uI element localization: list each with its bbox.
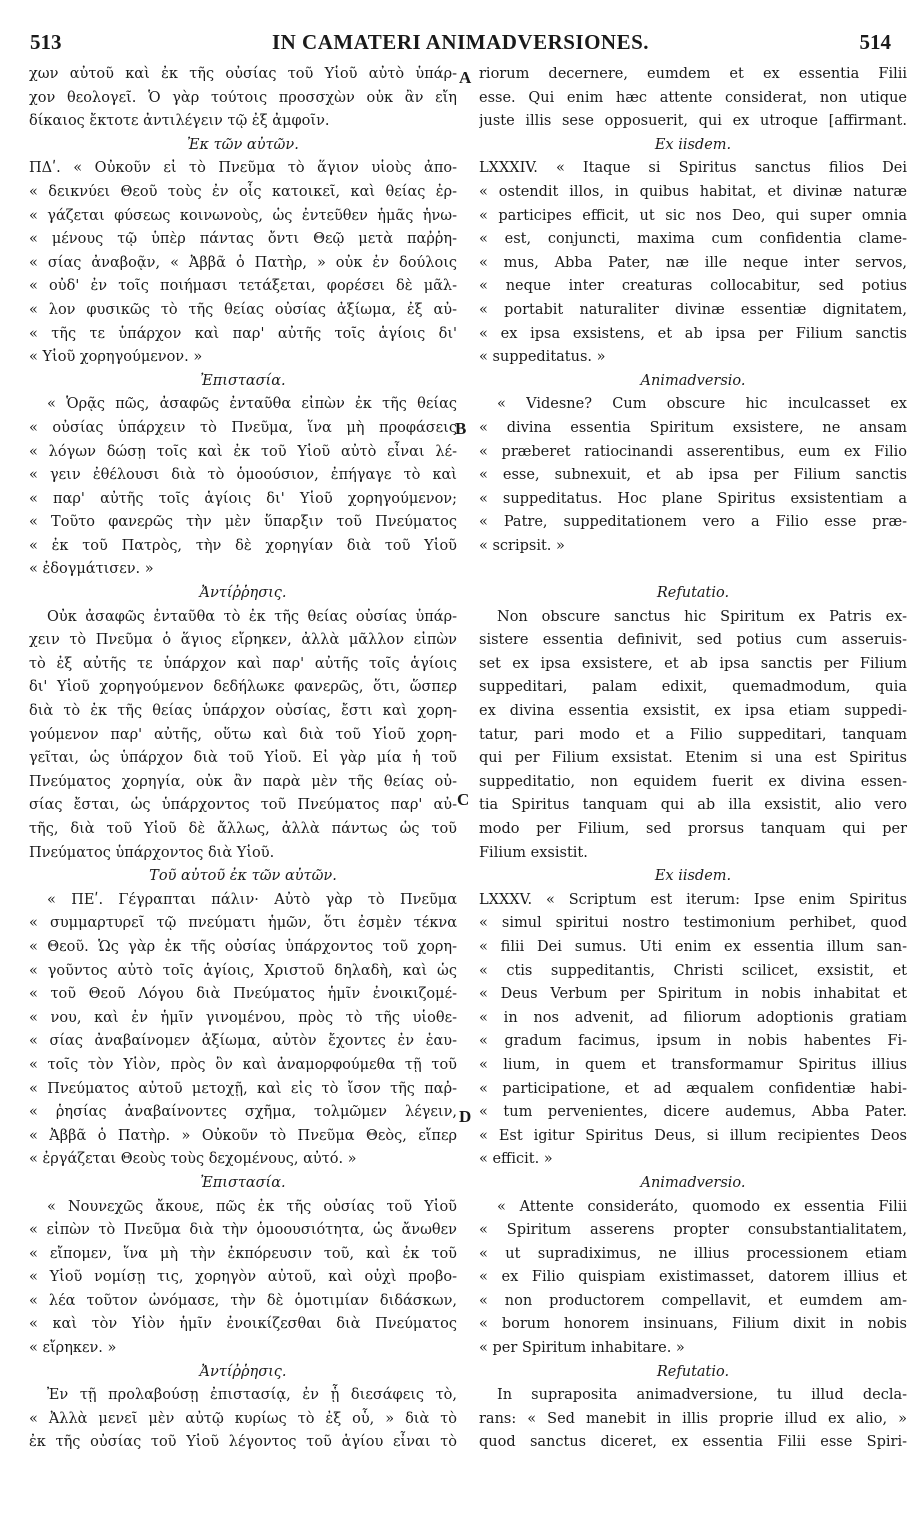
greek-text-line: « μένους τῷ ὑπὲρ πάντας ὄντι Θεῷ μετὰ παῤῥη- [29,231,457,248]
greek-text-line: Πνεύματος χορηγία, οὐκ ἂν παρὰ μὲν τῆς θείας οὐ- [29,773,457,790]
latin-text-line: « ut supradiximus, ne illius processionem etiam [479,1245,907,1262]
latin-column [479,63,907,1455]
greek-section-heading: Ἀντίῤῥησις. [199,1363,287,1380]
latin-text-line: « suppeditatus. » [479,349,606,366]
latin-text-line: suppeditatio, non equidem fuerit ex divina essen- [479,773,907,790]
greek-text-line: Πνεύματος ὑπάρχοντος διὰ Υἱοῦ. [29,844,275,861]
latin-text-line: « per Spiritum inhabitare. » [479,1340,685,1357]
greek-text-line: « ἐκ τοῦ Πατρὸς, τὴν δὲ χορηγίαν διὰ τοῦ Υἱοῦ [29,537,457,554]
greek-text-line: « συμμαρτυρεῖ τῷ πνεύματι ἡμῶν, ὅτι ἐσμὲν τέκνα [29,915,457,932]
greek-text-line: ἐκ τῆς οὐσίας τοῦ Υἱοῦ λέγοντος τοῦ ἁγίου εἶναι τὸ [29,1434,457,1451]
greek-text-line: « τῆς τε ὑπάρχον καὶ παρ' αὐτῆς τοῖς ἁγίοις δι' [29,325,457,342]
greek-text-line: « σίας ἀναβοᾷν, « Ἀββᾶ ὁ Πατὴρ, » οὐκ ἐν δούλοις [29,254,457,271]
latin-text-line: tatur, pari modo et a Filio suppeditari, tanquam [479,726,907,743]
greek-section-heading: Ἐκ τῶν αὐτῶν. [187,136,299,153]
latin-text-line: esse. Qui enim hæc attente considerat, non utique [479,89,907,106]
greek-text-line: « Ὁρᾷς πῶς, ἀσαφῶς ἐνταῦθα εἰπὼν ἐκ τῆς θείας [47,396,457,413]
greek-text-line: « εἰπὼν τὸ Πνεῦμα διὰ τὴν ὁμοουσιότητα, ὡς ἄνωθεν [29,1222,457,1239]
greek-text-line: τὸ ἐξ αὐτῆς τε ὑπάρχον καὶ παρ' αὐτῆς τοῖς ἁγίοις [29,655,457,672]
greek-text-line: « ΠΕʹ. Γέγραπται πάλιν· Αὐτὸ γὰρ τὸ Πνεῦμα [47,891,457,908]
greek-text-line: « εἴπομεν, ἵνα μὴ τὴν ἐκπόρευσιν τοῦ, καὶ ἐκ τοῦ [29,1245,457,1262]
greek-section-heading: Ἀντίῤῥησις. [199,585,287,602]
latin-text-line: « non productorem compellavit, et eumdem am- [479,1292,907,1309]
latin-text-line: « Attente consideráto, quomodo ex essentia Filii [497,1198,907,1215]
latin-text-line: juste illis sese opposuerit, qui ex utroque [affirmant. [479,113,907,130]
latin-text-line: « participes efficit, ut sic nos Deo, qui super omnia [479,207,907,224]
latin-text-line: « tum pervenientes, dicere audemus, Abba Pater. [479,1104,907,1121]
greek-text-line: « γειν ἐθέλουσι διὰ τὸ ὁμοούσιον, ἐπήγαγε τὸ καὶ [29,467,457,484]
latin-section-heading: Animadversio. [640,1174,746,1191]
latin-section-heading: Refutatio. [656,1363,730,1380]
latin-text-line: ex divina essentia exsistit, ex ipsa etiam suppedi- [479,703,907,720]
greek-text-line: « νου, καὶ ἐν ἡμῖν γινομένου, πρὸς τὸ τῆς υἱοθε- [29,1009,457,1026]
greek-section-heading: Τοῦ αὐτοῦ ἐκ τῶν αὐτῶν. [149,868,337,885]
greek-text-line: « δεικνύει Θεοῦ τοὺς ἐν οἷς κατοικεῖ, καὶ θείας ἐρ- [29,183,457,200]
greek-text-line: « Πνεύματος αὐτοῦ μετοχῇ, καὶ εἰς τὸ ἴσον τῆς παῤ- [29,1080,457,1097]
latin-section-heading: Refutatio. [656,585,730,602]
greek-section-heading: Ἐπιστασία. [200,1174,286,1191]
greek-text-line: « ῥησίας ἀναβαίνοντες σχῆμα, τολμῶμεν λέγειν, [29,1104,457,1121]
latin-text-line: « præberet ratiocinandi asserentibus, eum ex Filio [479,443,907,460]
margin-letter-a: A [459,68,472,87]
greek-text-line: « Ἀλλὰ μενεῖ μὲν αὐτῷ κυρίως τὸ ἐξ οὗ, » διὰ τὸ [29,1410,457,1427]
latin-text-line: « divina essentia Spiritum exsistere, ne ansam [479,419,907,436]
greek-text-line: « οὐδ' ἐν τοῖς ποιήμασι τετάξεται, φορέσει δὲ μᾶλ- [29,278,457,295]
latin-text-line: « in nos advenit, ad filiorum adoptionis gratiam [479,1009,907,1026]
greek-text-line: δι' Υἱοῦ χορηγούμενον δεδήλωκε φανερῶς, ὅτι, ὥσπερ [29,679,457,696]
greek-text-line: χων αὐτοῦ καὶ ἐκ τῆς οὐσίας τοῦ Υἱοῦ αὐτὸ ὑπάρ- [29,66,457,82]
greek-text-line: « Τοῦτο φανερῶς τὴν μὲν ὕπαρξιν τοῦ Πνεύματος [29,514,457,531]
running-title: IN CAMATERI ANIMADVERSIONES. [271,30,650,54]
latin-text-line: « Videsne? Cum obscure hic inculcasset ex [497,396,907,413]
page-number-left: 513 [30,30,62,54]
greek-text-line: « τοῖς τὸν Υἱὸν, πρὸς ὃν καὶ ἀναμορφούμεθα τῇ τοῦ [29,1056,457,1073]
greek-section-heading: Ἐπιστασία. [200,372,286,389]
greek-text-line: « παρ' αὐτῆς τοῖς ἁγίοις δι' Υἱοῦ χορηγούμενον; [29,490,457,507]
greek-text-line: Ἐν τῇ προλαβούσῃ ἐπιστασίᾳ, ἐν ᾗ διεσάφεις τὸ, [47,1387,457,1404]
latin-text-line: « ex Filio quispiam existimasset, datorem illius et [479,1269,907,1286]
greek-text-line: ΠΔʹ. « Οὐκοῦν εἰ τὸ Πνεῦμα τὸ ἅγιον υἱοὺς ἀπο- [29,160,457,177]
page-header [30,30,891,62]
page-number-right: 514 [859,30,891,54]
latin-text-line: « borum honorem insinuans, Filium dixit in nobis [479,1316,907,1333]
latin-text-line: « ctis suppeditantis, Christi scilicet, exsistit, et [479,962,907,979]
greek-text-line: τῆς, διὰ τοῦ Υἱοῦ δὲ ἄλλως, ἀλλὰ πάντως ὡς τοῦ [29,821,457,837]
latin-text-line: « ostendit illos, in quibus habitat, et divinæ naturæ [479,183,907,200]
latin-text-line: « mus, Abba Pater, næ ille neque inter servos, [479,254,907,271]
greek-text-line: « γοῦντος αὐτὸ τοῖς ἁγίοις, Χριστοῦ δηλαδὴ, καὶ ὡς [29,962,457,979]
latin-text-line: « est, conjuncti, maxima cum confidentia clame- [479,231,907,248]
greek-text-line: « σίας ἀναβαίνομεν ἀξίωμα, αὐτὸν ἔχοντες ἐν ἑαυ- [29,1033,457,1050]
latin-text-line: suppeditari, palam edixit, quemadmodum, quia [479,679,907,696]
latin-text-line: « scripsit. » [479,537,565,554]
latin-text-line: quod sanctus diceret, ex essentia Filii esse Spiri- [479,1434,907,1451]
greek-text-line: « Υἱοῦ χορηγούμενον. » [29,349,203,366]
latin-text-line [479,558,907,582]
greek-column [29,63,457,1455]
greek-text-line: « καὶ τὸν Υἱὸν ἡμῖν ἐνοικίζεσθαι διὰ Πνεύματος [29,1316,457,1333]
latin-text-line: « lium, in quem et transformamur Spiritus illius [479,1056,907,1073]
greek-text-line: « Ἀββᾶ ὁ Πατὴρ. » Οὐκοῦν τὸ Πνεῦμα Θεὸς, εἴπερ [29,1127,457,1144]
latin-text-line: « simul spiritui nostro testimonium perhibet, quod [479,915,907,932]
latin-text-line: « neque inter creaturas collocabitur, sed potius [479,278,907,295]
latin-text-line: Filium exsistit. [479,844,588,861]
latin-text-line: « participatione, et ad æqualem confidentiæ habi- [479,1080,907,1097]
greek-text-line: « Υἱοῦ νομίσῃ τις, χορηγὸν αὐτοῦ, καὶ οὐχὶ προβο- [29,1269,457,1286]
greek-text-line: « ἐργάζεται Θεοὺς τοὺς δεχομένους, αὐτό. » [29,1151,357,1168]
greek-text-line: χον θεολογεῖ. Ὁ γὰρ τούτοις προσσχὼν οὐκ ἂν εἴη [29,89,457,106]
greek-text-line: « εἴρηκεν. » [29,1340,117,1357]
greek-text-line: χειν τὸ Πνεῦμα ὁ ἅγιος εἴρηκεν, ἀλλὰ μᾶλλον εἰπὼν [29,632,457,649]
greek-text-line: « ἐδογμάτισεν. » [29,561,154,578]
latin-text-line: LXXXV. « Scriptum est iterum: Ipse enim Spiritus [479,891,907,908]
greek-text-line: Οὐκ ἀσαφῶς ἐνταῦθα τὸ ἐκ τῆς θείας οὐσίας ὑπάρ- [47,608,457,625]
latin-text-line: « ex ipsa exsistens, et ab ipsa per Filium sanctis [479,325,907,342]
latin-text-line: « efficit. » [479,1151,553,1168]
latin-section-heading: Animadversio. [640,372,746,389]
latin-text-line: « Est igitur Spiritus Deus, si illum recipientes Deos [479,1127,907,1144]
greek-text-line: « λον φυσικῶς τὸ τῆς θείας οὐσίας ἀξίωμα, ἐξ αὐ- [29,301,457,318]
latin-text-line: modo per Filium, sed prorsus tanquam qui per [479,821,907,837]
latin-text-line: Non obscure sanctus hic Spiritum ex Patris ex- [497,608,907,625]
greek-text-line: « λέα τοῦτον ὠνόμασε, τὴν δὲ ὁμοτιμίαν διδάσκων, [29,1292,457,1309]
greek-text-line: γούμενον παρ' αὐτῆς, οὕτω καὶ διὰ τοῦ Υἱοῦ χορη- [29,726,457,743]
greek-text-line: « γάζεται φύσεως κοινωνοὺς, ὡς ἐντεῦθεν ἡμᾶς ἡνω- [29,207,457,224]
latin-text-line: LXXXIV. « Itaque si Spiritus sanctus filios Dei [479,160,907,177]
latin-section-heading: Ex iisdem. [654,136,732,153]
latin-text-line: In supraposita animadversione, tu illud decla- [497,1387,907,1404]
latin-text-line: « suppeditatus. Hoc plane Spiritus exsistentiam a [479,490,907,507]
greek-text-line: « Νουνεχῶς ἄκουε, πῶς ἐκ τῆς οὐσίας τοῦ Υἱοῦ [47,1198,457,1215]
latin-text-line: rans: « Sed manebit in illis proprie illud ex alio, » [479,1410,907,1427]
latin-text-line: « Spiritum asserens propter consubstantialitatem, [479,1222,907,1239]
margin-letter-b: B [455,419,467,438]
greek-text-line: γεῖται, ὡς ὑπάρχον διὰ τοῦ Υἱοῦ. Εἰ γὰρ μία ἡ τοῦ [29,750,457,767]
greek-text-line: δίκαιος ἔκτοτε ἀντιλέγειν τῷ ἐξ ἀμφοῖν. [29,113,330,130]
greek-text-line: « τοῦ Θεοῦ Λόγου διὰ Πνεύματος ἡμῖν ἐνοικιζομέ- [29,986,457,1003]
latin-text-line: « gradum facimus, ipsum in nobis habentes Fi- [479,1033,907,1050]
margin-letter-d: D [459,1107,472,1126]
latin-text-line: tia Spiritus tanquam qui ab illa exsistit, alio vero [479,797,907,814]
margin-letter-c: C [457,790,470,809]
greek-text-line: « λόγων δώσῃ τοῖς καὶ ἐκ τοῦ Υἱοῦ αὐτὸ εἶναι λέ- [29,443,457,460]
latin-text-line: « esse, subnexuit, et ab ipsa per Filium sanctis [479,467,907,484]
latin-text-line: set ex ipsa exsistere, et ab ipsa sanctis per Filium [479,655,907,672]
greek-text-line: « Θεοῦ. Ὡς γὰρ ἐκ τῆς οὐσίας ὑπάρχοντος τοῦ χορη- [29,938,457,955]
latin-text-line: sistere essentia definivit, sed potius cum asseruis- [479,632,907,649]
greek-text-line: σίας ἔσται, ὡς ὑπάρχοντος τοῦ Πνεύματος παρ' αὐ- [29,797,457,814]
latin-text-line: riorum decernere, eumdem et ex essentia Filii [479,66,907,82]
latin-text-line: « filii Dei sumus. Uti enim ex essentia illum san- [479,938,907,955]
latin-text-line: « Deus Verbum per Spiritum in nobis inhabitat et [479,986,907,1003]
latin-text-line: qui per Filium exsistat. Etenim si una est Spiritus [479,750,907,767]
latin-section-heading: Ex iisdem. [654,868,732,885]
greek-text-line: διὰ τὸ ἐκ τῆς θείας ὑπάρχον οὐσίας, ἔστι καὶ χορη- [29,703,457,720]
latin-text-line: « portabit naturaliter divinæ essentiæ dignitatem, [479,301,907,318]
greek-text-line: « οὐσίας ὑπάρχειν τὸ Πνεῦμα, ἵνα μὴ προφάσεις [29,419,457,436]
latin-text-line: « Patre, suppeditationem vero a Filio esse præ- [479,514,907,531]
